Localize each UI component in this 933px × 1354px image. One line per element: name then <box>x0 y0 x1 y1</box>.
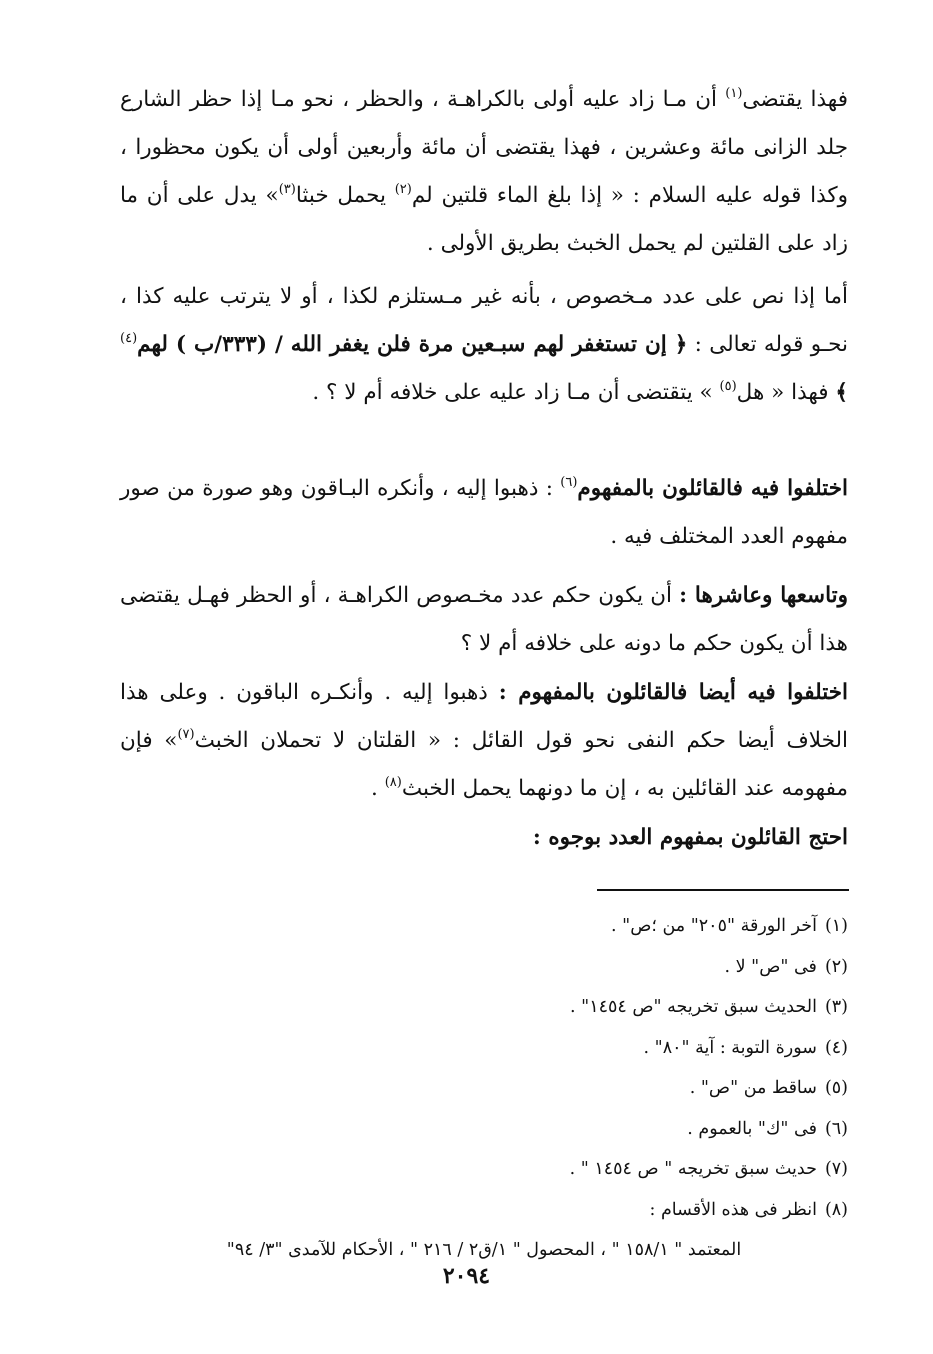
footnote-item <box>120 1109 848 1150</box>
footnote-divider <box>597 889 849 891</box>
text-run: فهذا « هل <box>736 380 836 405</box>
text-run: » يدل على أن ما زاد على القلتين لم يحمل الخبث بطريق الأولى . <box>120 183 848 256</box>
text-run: أما إذا نص على عدد مـخصوص ، بأنه غير مـستلزم لكذا ، أو لا يترتب عليه كذا ، نحـو قوله تعالى : <box>120 284 848 357</box>
footnote-item <box>120 1190 848 1231</box>
page-number: ٢٠٩٤ <box>442 1263 491 1289</box>
footnote-text: ساقط من "ص" . <box>689 1078 817 1098</box>
footnote-number: (٢) <box>824 956 848 977</box>
text-run: يحمل خبثا <box>295 183 395 208</box>
footnote-text: الحديث سبق تخريجه "ص ١٤٥٤" . <box>570 997 817 1017</box>
footnote-ref-1: (١) <box>725 86 743 101</box>
footnote-ref-5: (٥) <box>719 379 737 394</box>
paragraph-6 <box>120 814 848 862</box>
footnote-ref-7: (٧) <box>177 727 195 742</box>
text-run: » فإن مفهومه عند القائلين به ، إن ما دونهما يحمل الخبث <box>120 728 848 801</box>
footnote-number: (٧) <box>824 1159 848 1179</box>
section-lead: اختلفوا فيه أيضا فالقائلون بالمفهوم : <box>498 680 849 705</box>
footnote-item <box>120 1068 848 1109</box>
footnote-item <box>120 987 848 1028</box>
footnote-ref-6: (٦) <box>560 475 578 490</box>
footnote-item <box>120 1028 848 1069</box>
text-run: أن يكون حكم عدد مخـصوص الكراهـة ، أو الحظر فهـل يقتضى هذا أن يكون حكم ما دونه على خلافه أم لا ؟ <box>120 583 848 656</box>
footnote-number: (٦) <box>824 1118 848 1139</box>
section-lead: اختلفوا فيه فالقائلون بالمفهوم <box>577 476 848 501</box>
text-run: » يتقتضى أن مـا زاد عليه على خلافه أم لا ؟ . <box>312 380 720 405</box>
paragraph-3 <box>120 465 848 561</box>
paragraph-2 <box>120 273 848 417</box>
footnote-text: حديث سبق تخريجه " ص ١٤٥٤ " . <box>569 1159 817 1179</box>
footnote-item <box>120 906 848 947</box>
paragraph-4 <box>120 572 848 668</box>
quran-verse: ﴿ إن تستغفر لهم سبـعين مرة فلن يغفر الله / (٣٣٣/ب ) لهم <box>137 332 688 357</box>
paragraph-1 <box>120 76 848 268</box>
footnote-item <box>120 947 848 988</box>
footnote-number: (٤) <box>824 1037 848 1058</box>
footnotes-block <box>120 906 848 1271</box>
footnote-number: (٥) <box>824 1078 848 1098</box>
text-run: : ذهبوا إليه ، وأنكره البـاقون وهو صورة من صور مفهوم العدد المختلف فيه . <box>120 476 848 549</box>
footnote-text: فى "ص" لا . <box>724 956 817 977</box>
footnote-item <box>120 1149 848 1190</box>
footnote-number: (٣) <box>824 997 848 1017</box>
footnote-ref-8: (٨) <box>384 775 402 790</box>
text-run: أن مـا زاد عليه أولى بالكراهـة ، والحظر ، نحو مـا إذا حظر الشارع جلد الزانى مائة وعشرين ، فهذا يقتضى أن مائة وأربعين أولى أن يكون محظورا ، وكذا قوله عليه السلام : « إذا بلغ الماء قلتين لم <box>120 87 849 208</box>
footnote-references: المعتمد " ١٥٨/١ " ، المحصول " ١/ق٢ / ٢١٦ " ، الأحكام للآمدى "٣/ ٩٤" <box>226 1240 742 1260</box>
text-run: فهذا يقتضى <box>742 87 848 112</box>
text-run: ذهبوا إليه . وأنكـره الباقون . وعلى هذا الخلاف أيضا حكم النفى نحو قول القائل : « القلتان لا تحملان الخبث <box>120 680 848 753</box>
text-run: . <box>371 776 385 801</box>
footnote-ref-2: (٢) <box>394 182 412 197</box>
footnote-number: (١) <box>824 916 848 936</box>
footnote-text: آخر الورقة "٢٠٥" من ؛ص" . <box>611 916 817 936</box>
footnote-text: سورة التوبة : آية "٨٠" . <box>643 1037 817 1058</box>
footnote-text: فى "ك" بالعموم . <box>687 1118 817 1139</box>
section-lead: وتاسعها وعاشرها : <box>679 583 848 608</box>
quran-bracket: ﴾ <box>835 380 848 405</box>
paragraph-5 <box>120 669 848 813</box>
footnote-ref-4: (٤) <box>120 331 138 346</box>
footnote-number: (٨) <box>824 1199 848 1220</box>
section-heading: احتج القائلون بمفهوم العدد بوجوه : <box>532 825 848 850</box>
footnote-text: انظر فى هذه الأقسام : <box>649 1199 817 1220</box>
footnote-ref-3: (٣) <box>278 182 296 197</box>
